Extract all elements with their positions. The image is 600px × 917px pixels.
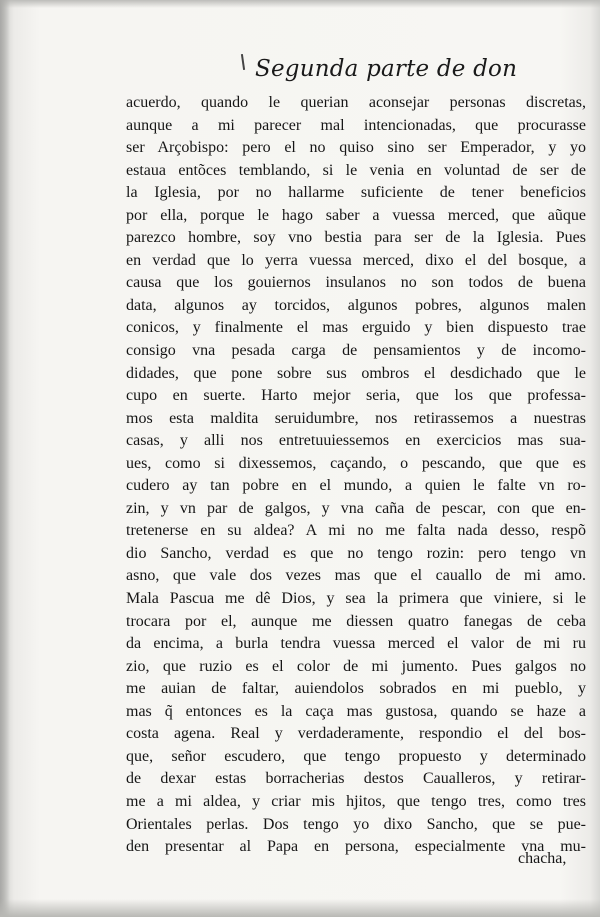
text-line: me auian de faltar, auiendolos sobrados en mi pueblo, y (126, 680, 586, 698)
text-line: por ella, porque le hago saber a vuessa merced, que aũque (126, 206, 586, 224)
text-line: mos esta maldita seruidumbre, nos retirassemos a nuestras (126, 409, 586, 427)
text-line: tretenerse en su aldea? A mi no me falta nada desso, respõ (126, 522, 586, 540)
catchword: chacha, (518, 850, 567, 867)
body-text (126, 92, 586, 859)
page-bottom-shadow (0, 899, 600, 917)
text-line: me a mi aldea, y criar mis hjitos, que tengo tres, como tres (126, 792, 586, 810)
text-line: acuerdo, quando le querian aconsejar personas discretas, (126, 94, 586, 111)
text-line: Mala Pascua me dê Dios, y sea la primera que viniere, si le (126, 590, 586, 608)
text-line: consigo vna pesada carga de pensamientos y de incomo- (126, 342, 586, 360)
text-line: trocara por el, aunque me diessen quatro fanegas de ceba (126, 612, 586, 630)
text-line: didades, que pone sobre sus ombros el desdichado que le (126, 364, 586, 382)
text-line: la Iglesia, por no hallarme suficiente de tener beneficios (126, 184, 586, 202)
text-line: zio, que ruzio es el color de mi jumento. Pues galgos no (126, 657, 586, 675)
text-line: asno, que vale dos vezes mas que el cauallo de mi amo. (126, 567, 586, 585)
page-top-shadow (0, 0, 600, 8)
text-line: dio Sancho, verdad es que no tengo rozin: pero tengo vn (126, 544, 586, 562)
text-line: estaua entõces temblando, si le venia en voluntad de ser de (126, 161, 586, 179)
text-line: den presentar al Papa en persona, especialmente vna mu- (126, 838, 586, 856)
text-line: en verdad que lo yerra vuessa merced, dixo el del bosque, a (126, 251, 586, 269)
text-line: casas, y alli nos entretuuiessemos en exercicios mas sua- (126, 432, 586, 450)
text-line: de dexar estas borracherias destos Caualleros, y retirar- (126, 770, 586, 788)
text-line: causa que los gouiernos insulanos no son todos de buena (126, 274, 586, 292)
text-line: ues, como si dixessemos, caçando, o pescando, que que es (126, 454, 586, 472)
text-line: cupo en suerte. Harto mejor seria, que los que professa- (126, 387, 586, 405)
text-line: da encima, a burla tendra vuessa merced el valor de mi ru (126, 635, 586, 653)
text-line: conicos, y finalmente el mas erguido y bien dispuesto trae (126, 319, 586, 337)
text-line: ser Arçobispo: pero el no quiso sino ser Emperador, y yo (126, 139, 586, 157)
text-line: costa agena. Real y verdaderamente, respondio el del bos- (126, 725, 586, 743)
text-line: cudero ay tan pobre en el mundo, a quien le falte vn ro- (126, 477, 586, 495)
printer-mark (241, 54, 245, 70)
text-line: Orientales perlas. Dos tengo yo dixo Sancho, que se pue- (126, 815, 586, 833)
text-line: aunque a mi parecer mal intencionadas, que procurasse (126, 116, 586, 134)
page-gutter-shadow (0, 0, 10, 917)
text-line: data, algunos ay torcidos, algunos pobres, algunos malen (126, 296, 586, 314)
text-line: parezco hombre, soy vno bestia para ser de la Iglesia. Pues (126, 229, 586, 247)
text-line: zin, y vn par de galgos, y vna caña de pescar, con que en- (126, 499, 586, 517)
text-line: que, señor escudero, que tengo propuesto y determinado (126, 747, 586, 765)
text-line: mas q̃ entonces es la caça mas gustosa, quando se haze a (126, 702, 586, 720)
running-head: Segunda parte de don (255, 56, 518, 82)
